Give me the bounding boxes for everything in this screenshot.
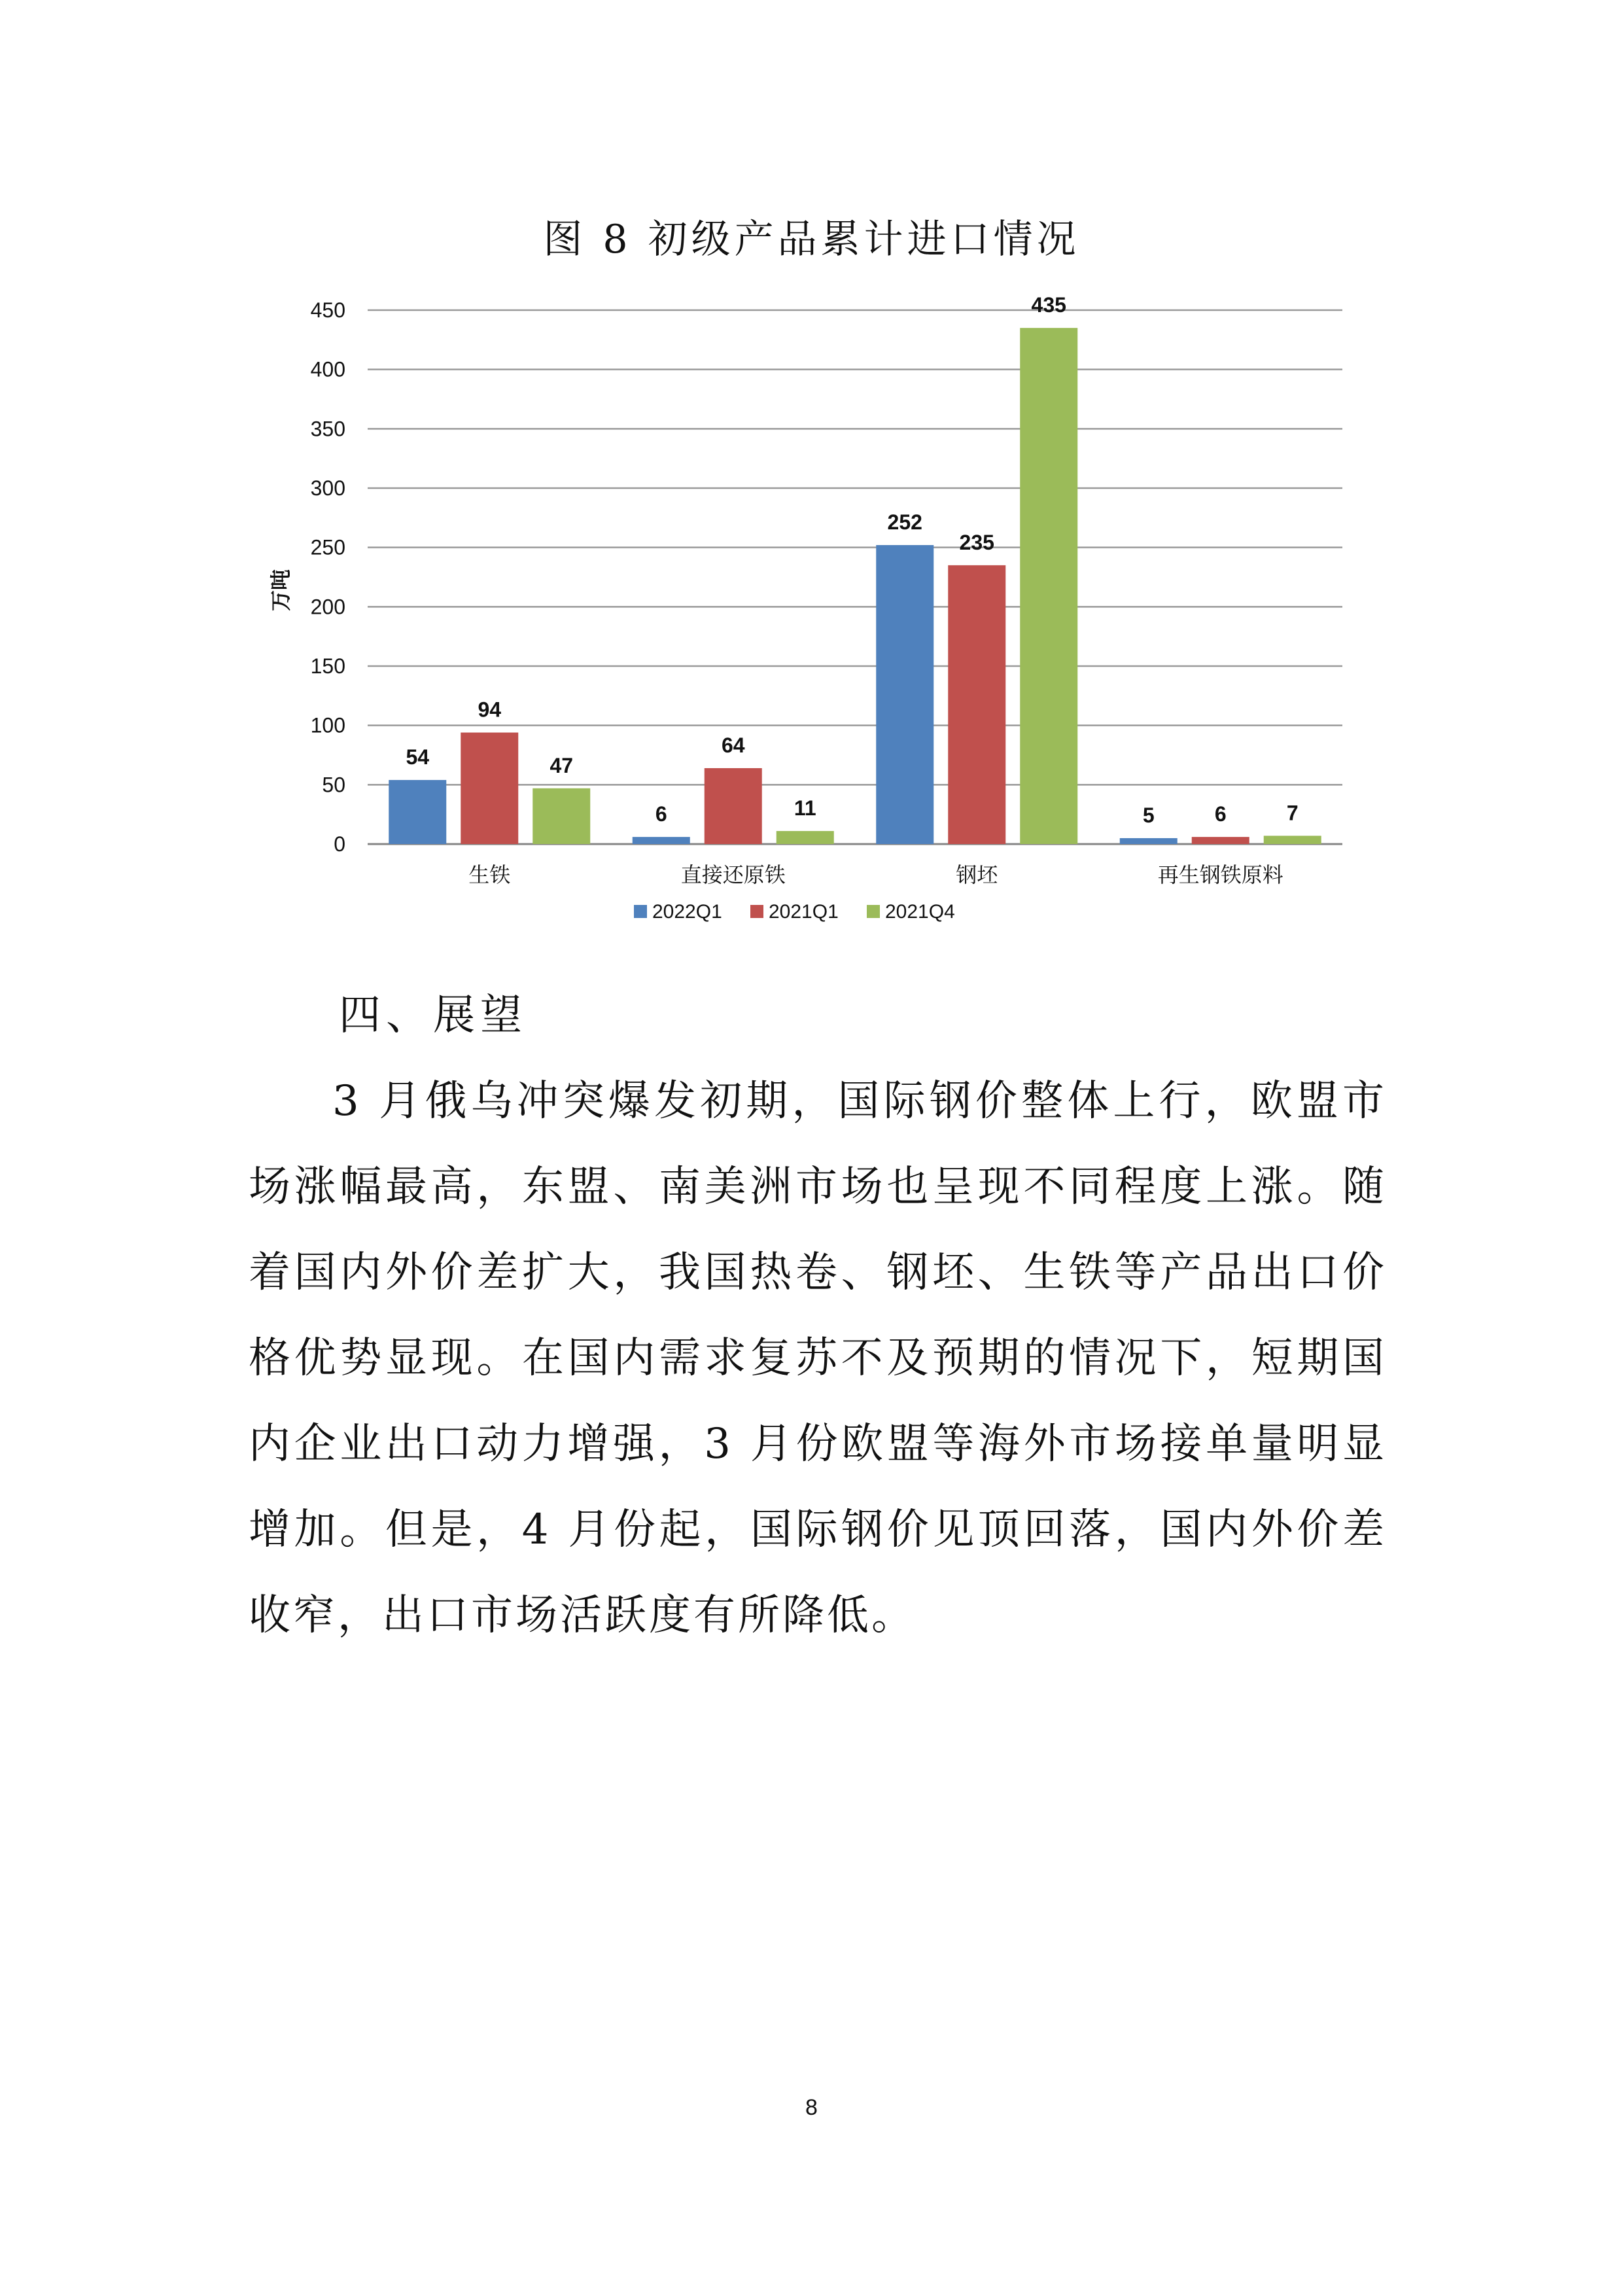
x-tick-label: 直接还原铁 (680, 862, 786, 887)
bar-2021q4 (532, 788, 590, 844)
y-tick-label: 50 (322, 773, 345, 797)
x-tick-label: 生铁 (468, 862, 511, 887)
legend-label-2021q1: 2021Q1 (769, 901, 839, 923)
x-tick-label: 钢坯 (956, 862, 998, 887)
data-label: 435 (1031, 293, 1066, 317)
bar-2021q4 (777, 831, 834, 844)
bar-2021q1 (1192, 837, 1249, 844)
y-tick-label: 350 (310, 417, 345, 441)
y-tick-label: 150 (310, 654, 345, 678)
y-tick-label: 250 (310, 535, 345, 559)
legend-swatch-2022q1 (634, 905, 647, 918)
section-paragraph: 3 月俄乌冲突爆发初期，国际钢价整体上行，欧盟市场涨幅最高，东盟、南美洲市场也呈现不同程度上涨。随着国内外价差扩大，我国热卷、钢坯、生铁等产品出口价格优势显现。在国内需求复苏不及预期的情况下，短期国内企业出口动力增强，3 月份欧盟等海外市场接单量明显增加。但是，4 月份起，国际钢价见顶回落，国内外价差收窄，出口市场活跃度有所降低。 (249, 1077, 1387, 1640)
data-label: 47 (550, 753, 574, 777)
y-tick-label: 400 (310, 357, 345, 381)
y-axis-label: 万吨 (268, 569, 293, 612)
legend-swatch-2021q4 (867, 905, 880, 918)
legend-swatch-2021q1 (750, 905, 763, 918)
x-tick-label: 再生钢铁原料 (1157, 862, 1283, 887)
bar-2021q1 (705, 768, 762, 844)
figure-title: 图 8 初级产品累计进口情况 (543, 217, 1080, 262)
data-label: 11 (794, 796, 816, 821)
bar-2021q4 (1020, 328, 1077, 844)
y-tick-label: 450 (310, 298, 345, 322)
bar-chart (0, 0, 1623, 968)
data-label: 64 (721, 733, 745, 757)
data-label: 252 (887, 510, 922, 535)
y-tick-label: 0 (334, 832, 345, 856)
data-label: 5 (1142, 803, 1155, 827)
data-label: 235 (959, 530, 994, 554)
bar-2022q1 (876, 545, 934, 844)
bar-2021q1 (948, 565, 1005, 844)
y-tick-label: 100 (310, 713, 345, 737)
page-number: 8 (805, 2095, 818, 2120)
data-label: 94 (478, 698, 502, 722)
y-tick-label: 300 (310, 476, 345, 500)
y-tick-label: 200 (310, 595, 345, 619)
bar-2021q1 (461, 733, 518, 844)
bar-2022q1 (633, 837, 690, 844)
bar-2022q1 (389, 780, 446, 844)
legend-label-2022q1: 2022Q1 (652, 901, 722, 923)
bar-2021q4 (1264, 836, 1321, 844)
data-label: 54 (406, 745, 430, 769)
data-label: 7 (1286, 801, 1299, 825)
section-heading: 四、展望 (339, 991, 527, 1040)
legend-label-2021q4: 2021Q4 (885, 901, 955, 923)
data-label: 6 (1214, 802, 1227, 826)
bar-2022q1 (1120, 838, 1178, 844)
data-label: 6 (655, 802, 667, 826)
